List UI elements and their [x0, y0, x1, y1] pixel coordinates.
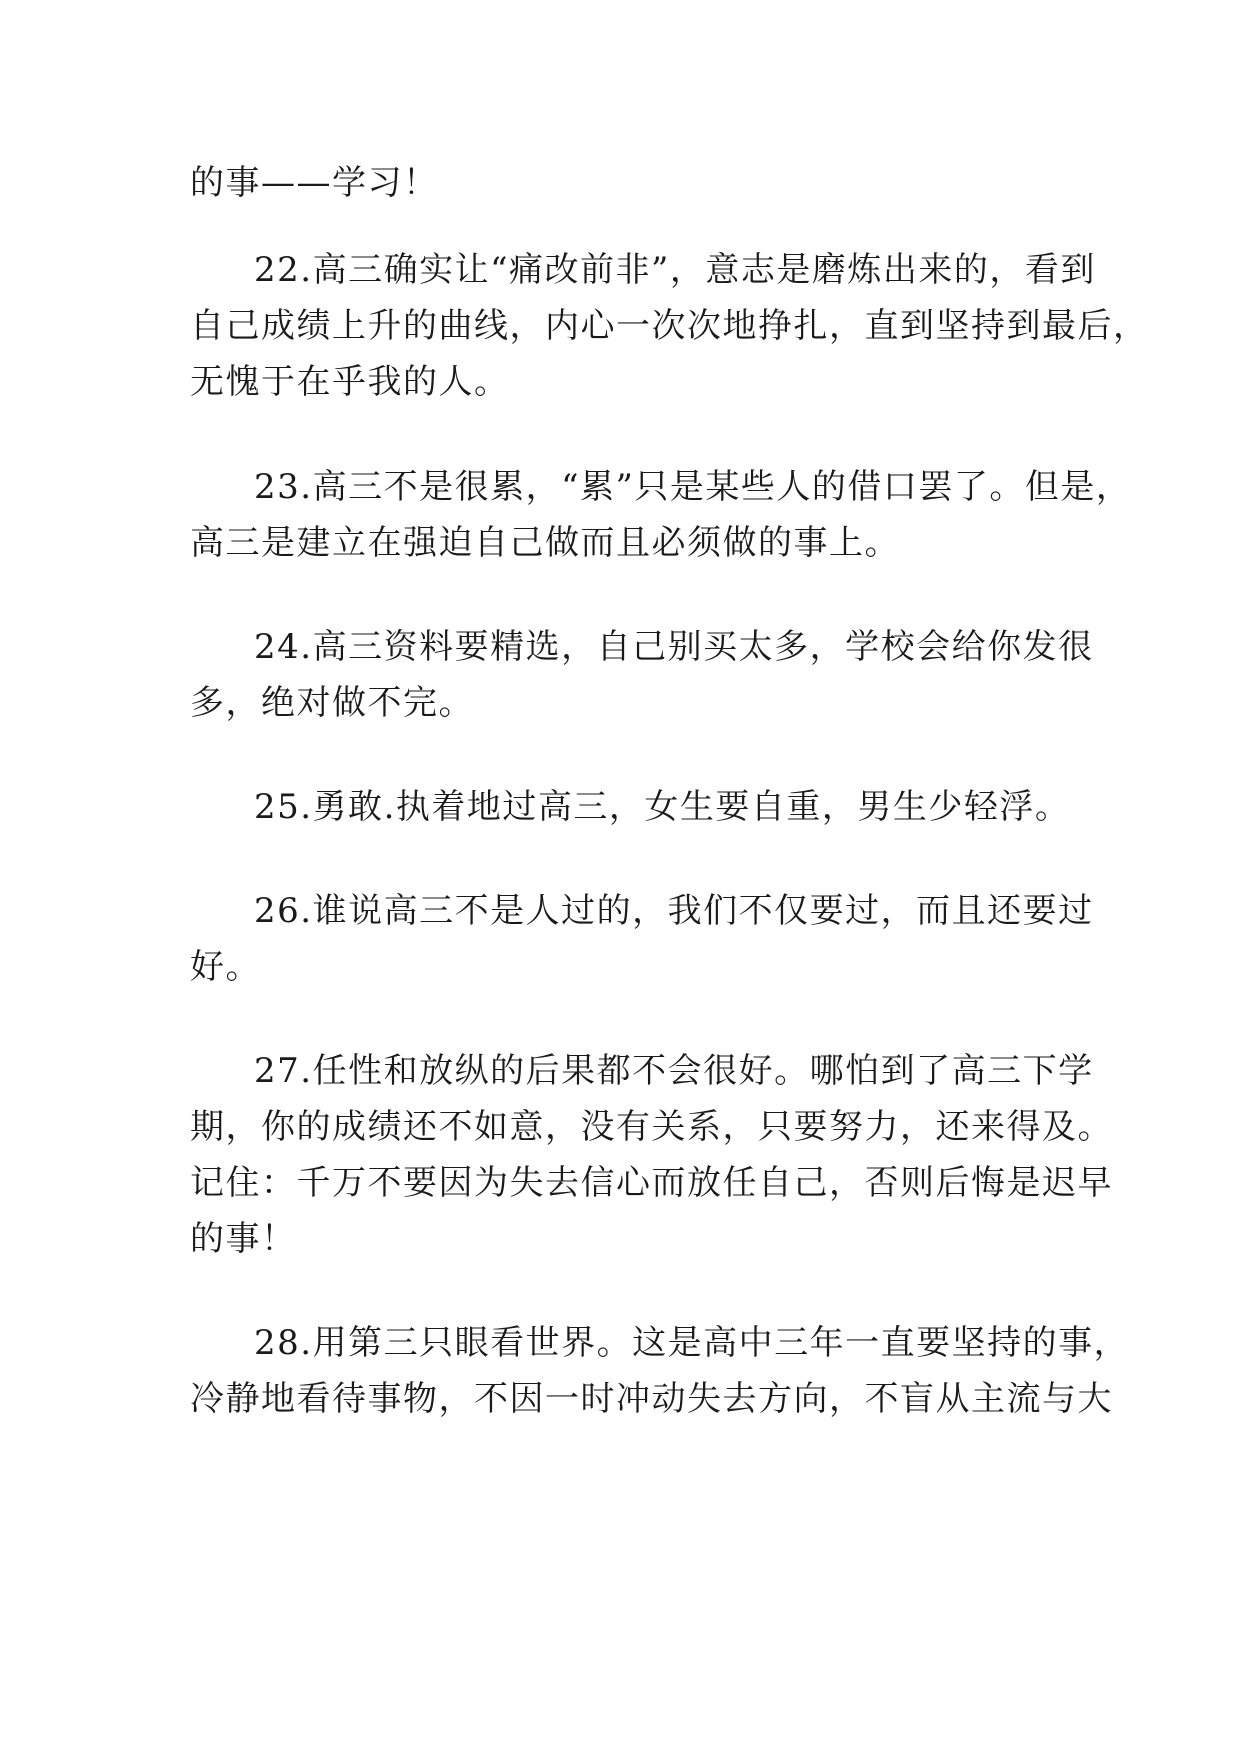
paragraph-line: 23.高三不是很累，“累”只是某些人的借口罢了。但是， — [254, 467, 1132, 507]
paragraph-line: 无愧于在乎我的人。 — [190, 362, 510, 402]
paragraph-line: 28.用第三只眼看世界。这是高中三年一直要坚持的事， — [254, 1323, 1130, 1363]
paragraph-line: 多，绝对做不完。 — [190, 683, 474, 723]
paragraph-line: 的事——学习！ — [190, 163, 439, 203]
paragraph-line: 26.谁说高三不是人过的，我们不仅要过，而且还要过 — [254, 891, 1094, 931]
paragraph-line: 22.高三确实让“痛改前非”，意志是磨炼出来的，看到 — [254, 250, 1096, 290]
paragraph-line: 好。 — [190, 947, 261, 987]
paragraph-line: 自己成绩上升的曲线，内心一次次地挣扎，直到坚持到最后， — [190, 306, 1149, 346]
paragraph-line: 高三是建立在强迫自己做而且必须做的事上。 — [190, 523, 900, 563]
paragraph-line: 期，你的成绩还不如意，没有关系，只要努力，还来得及。 — [190, 1107, 1113, 1147]
paragraph-line: 的事！ — [190, 1219, 297, 1259]
paragraph-line: 27.任性和放纵的后果都不会很好。哪怕到了高三下学 — [254, 1051, 1094, 1091]
paragraph-line: 24.高三资料要精选，自己别买太多，学校会给你发很 — [254, 627, 1094, 667]
paragraph-line: 记住：千万不要因为失去信心而放任自己，否则后悔是迟早 — [190, 1163, 1113, 1203]
paragraph-line: 25.勇敢.执着地过高三，女生要自重，男生少轻浮。 — [254, 787, 1071, 827]
paragraph-line: 冷静地看待事物，不因一时冲动失去方向，不盲从主流与大 — [190, 1379, 1113, 1419]
